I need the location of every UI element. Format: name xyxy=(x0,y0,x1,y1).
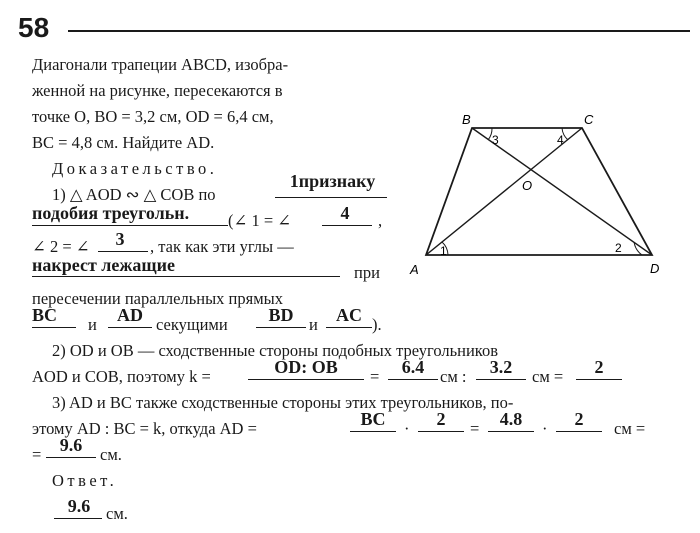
step1-text-f: при xyxy=(354,263,380,282)
ad-result-fill: 9.6 xyxy=(59,435,83,455)
step2-text-d: см : xyxy=(440,367,467,386)
step1-text-k: ). xyxy=(372,315,382,334)
angle-label-1: 1 xyxy=(440,244,447,258)
angle-fill-4: 4 xyxy=(340,203,350,223)
trapezoid-outline xyxy=(426,128,652,255)
step3-text-h: см. xyxy=(100,445,122,464)
od-value-underline xyxy=(388,379,438,380)
problem-line-1: Диагонали трапеции ABCD, изобра- xyxy=(32,55,289,74)
step1-text-h: и xyxy=(88,315,97,334)
answer-unit: см. xyxy=(106,504,128,523)
diagonal-bd xyxy=(472,128,652,255)
step2-text-b: AOD и COB, поэтому k = xyxy=(32,367,211,386)
answer-heading: Ответ. xyxy=(52,471,118,490)
step1-text-b: (∠ 1 = ∠ xyxy=(228,211,292,230)
ratio-fill: OD: OB xyxy=(274,357,338,377)
step2-text-c: = xyxy=(370,367,380,386)
vertex-label-c: C xyxy=(584,112,594,127)
ad-k-fill: 2 xyxy=(436,409,446,429)
answer-value-fill: 9.6 xyxy=(67,496,91,516)
step1-text-j: и xyxy=(309,315,318,334)
ad-bc-underline xyxy=(350,431,396,432)
proof-heading: Доказательство. xyxy=(52,159,218,178)
page-number: 58 xyxy=(18,12,50,43)
ad-k-underline xyxy=(418,431,464,432)
secant-underline-1 xyxy=(256,327,306,328)
secant-fill-2: AC xyxy=(336,305,362,325)
step2-text-a: 2) OD и OB — сходственные стороны подобных треугольников xyxy=(52,341,498,360)
step1-text-i: секущими xyxy=(156,315,228,334)
angle-label-3: 3 xyxy=(492,133,499,147)
ob-value-fill: 3.2 xyxy=(489,357,513,377)
step3-text-g: = xyxy=(32,445,42,464)
step1-text-g: пересечении параллельных прямых xyxy=(32,289,283,308)
ad-k-val-fill: 2 xyxy=(574,409,584,429)
angle-type-fill: накрест лежащие xyxy=(32,255,175,275)
step3-text-c: · xyxy=(404,419,410,438)
criterion-fill-2: подобия треугольн. xyxy=(32,203,190,223)
secant-fill-1: BD xyxy=(268,305,294,325)
angle-type-underline xyxy=(32,276,340,277)
ob-value-underline xyxy=(476,379,526,380)
problem-line-2: женной на рисунке, пересекаются в xyxy=(32,81,283,100)
line-underline-1 xyxy=(32,327,76,328)
angle-fill-3: 3 xyxy=(115,229,125,249)
secant-underline-2 xyxy=(326,327,372,328)
line-fill-2: AD xyxy=(117,305,143,325)
problem-line-3: точке O, BO = 3,2 см, OD = 6,4 см, xyxy=(32,107,274,126)
step1-text-c: , xyxy=(378,211,383,230)
answer-underline xyxy=(54,518,102,519)
step2-text-e: см = xyxy=(532,367,564,386)
criterion-underline-1 xyxy=(275,197,387,198)
angle-underline-3 xyxy=(98,251,148,252)
od-value-fill: 6.4 xyxy=(401,357,425,377)
ad-bc-val-underline xyxy=(488,431,534,432)
center-label-o: O xyxy=(522,178,533,193)
ad-result-underline xyxy=(46,457,96,458)
k-value-fill: 2 xyxy=(594,357,604,377)
ad-k-val-underline xyxy=(556,431,602,432)
trapezoid-figure xyxy=(404,110,676,280)
vertex-label-b: B xyxy=(462,112,471,127)
line-underline-2 xyxy=(108,327,152,328)
step1-text-e: , так как эти углы — xyxy=(150,237,294,256)
ad-bc-val-fill: 4.8 xyxy=(499,409,523,429)
ad-bc-fill: BC xyxy=(360,409,386,429)
header-rule xyxy=(68,30,690,32)
line-fill-1: BC xyxy=(32,305,58,325)
step3-text-b: этому AD : BC = k, откуда AD = xyxy=(32,419,257,438)
step3-text-d: = xyxy=(470,419,480,438)
step3-text-e: · xyxy=(542,419,548,438)
angle-underline-4 xyxy=(322,225,372,226)
criterion-underline-2 xyxy=(32,225,228,226)
step1-text-d: ∠ 2 = ∠ xyxy=(32,237,90,256)
vertex-label-a: A xyxy=(410,262,419,277)
problem-line-4: BC = 4,8 см. Найдите AD. xyxy=(32,133,215,152)
ratio-underline xyxy=(248,379,364,380)
angle-label-4: 4 xyxy=(557,133,564,147)
vertex-label-d: D xyxy=(650,261,660,276)
criterion-fill-1: 1признаку xyxy=(289,171,376,191)
angle-label-2: 2 xyxy=(615,241,622,255)
step1-text-a: 1) △ AOD ∾ △ COB по xyxy=(52,185,216,204)
step3-text-a: 3) AD и BC также сходственные стороны этих треугольников, по- xyxy=(52,393,514,412)
step3-text-f: см = xyxy=(614,419,646,438)
k-value-underline xyxy=(576,379,622,380)
